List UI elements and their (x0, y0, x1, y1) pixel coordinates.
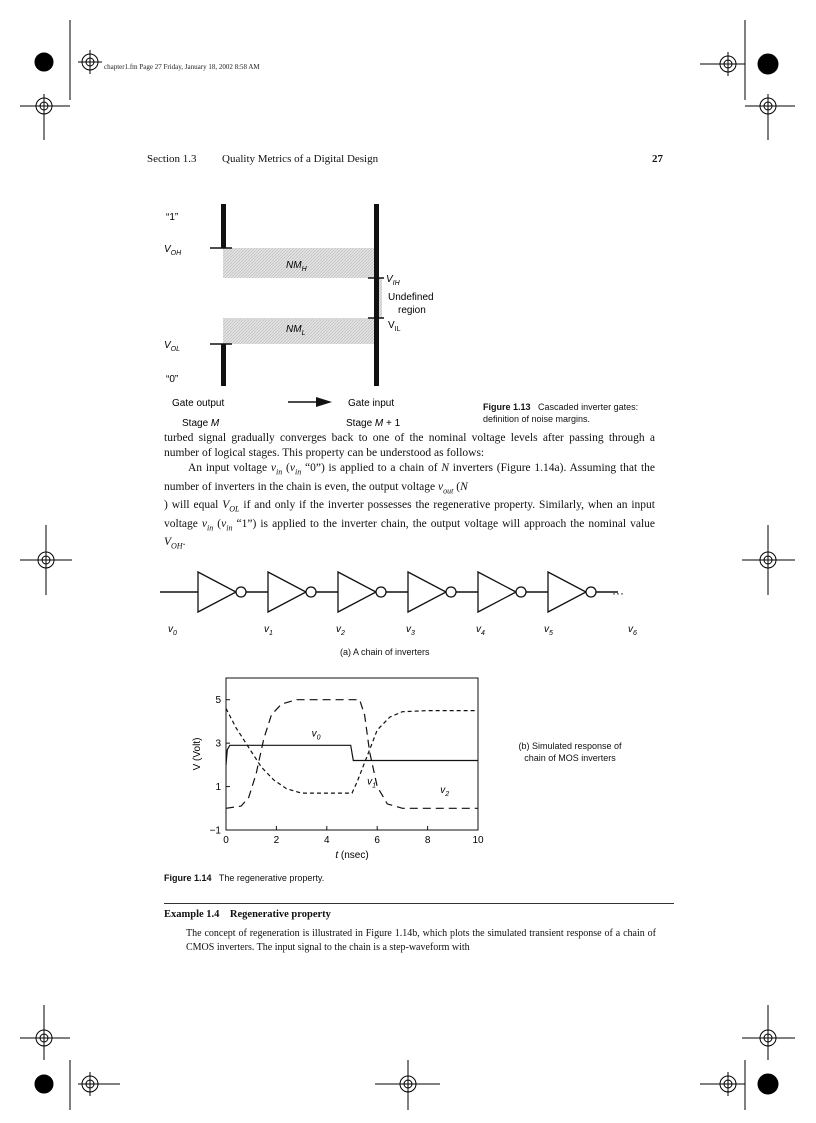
figure-1-13-caption-label: Figure 1.13 (483, 402, 531, 412)
chart-side-caption (500, 740, 640, 764)
gate-output-label: Gate output (172, 398, 225, 409)
gate-input-label: Gate input (348, 398, 395, 409)
x-tick-label-10: 10 (472, 835, 484, 846)
figure-1-13-caption-text: Cascaded inverter gates: (538, 402, 639, 412)
example-heading (164, 909, 331, 920)
paragraph-1: turbed signal gradually converges back to one of the nominal voltage levels after passing through a number of logical stages. This property can be understood as follows: (164, 432, 655, 460)
series-line-v0 (226, 745, 478, 765)
series-label-v0: $v_0$ (311, 728, 321, 742)
undefined-label-1: Undefined (388, 292, 434, 303)
arrow-right-icon (316, 397, 332, 407)
section-label: Section 1.3 (147, 153, 197, 165)
y-tick-label-2: 3 (215, 738, 221, 750)
example-rule (164, 903, 674, 904)
node-label-v1: $v_1$ (264, 624, 273, 637)
frame-info: chapter1.fm Page 27 Friday, January 18, 2002 8:58 AM (104, 63, 260, 71)
chart-side-caption-1: (b) Simulated response of (518, 741, 622, 751)
inverter-4-icon (408, 572, 446, 612)
stage-m-label: Stage M (182, 418, 220, 429)
body-text (164, 431, 655, 554)
figure-1-14-caption-label: Figure 1.14 (164, 873, 212, 883)
registration-dot-icon (35, 53, 53, 71)
figure-1-14-caption-text: The regenerative property. (218, 873, 325, 883)
node-label-v4: $v_4$ (476, 624, 485, 637)
x-tick-label-8: 8 (424, 835, 431, 846)
output-high-bar (221, 204, 226, 248)
node-label-v6: $v_6$ (628, 624, 637, 637)
figure-1-13-caption-text-2: definition of noise margins. (483, 414, 591, 424)
section-title: Quality Metrics of a Digital Design (222, 153, 379, 165)
nmh-label: $NM_H$ (286, 260, 307, 273)
inverter-3-icon (338, 572, 376, 612)
inverter-bubble-3 (376, 587, 386, 597)
x-tick-label-2: 2 (273, 835, 280, 846)
x-tick-label-6: 6 (374, 835, 380, 846)
inverter-bubble-5 (516, 587, 526, 597)
figure-1-14-caption (164, 872, 324, 884)
inverter-bubble-1 (236, 587, 246, 597)
page-number: 27 (652, 153, 663, 165)
example-title: Regenerative property (229, 909, 331, 920)
example-text: The concept of regeneration is illustrated in Figure 1.14b, which plots the simulated transient response of a chain of CMOS inverters. The input signal to the chain is a step-waveform with (186, 928, 656, 953)
y-axis-label: V (Volt) (192, 737, 203, 771)
paragraph-2: An input voltage $v_{in}$ ($v_{in}$ “0”) is applied to a chain of N inverters (Figure 1.14a). Assuming that the number of inverters in the chain is even, the output voltage $v_{out}$ (N (164, 462, 656, 496)
inverter-6-icon (548, 572, 586, 612)
node-label-v0: $v_0$ (168, 624, 177, 637)
inverter-5-icon (478, 572, 516, 612)
node-label-v3: $v_3$ (406, 624, 415, 637)
inverter-bubble-2 (306, 587, 316, 597)
logic-one-label: “1” (166, 212, 179, 223)
y-tick-label-1: 1 (215, 782, 221, 794)
output-low-bar (221, 344, 226, 386)
inverter-1-icon (198, 572, 236, 612)
vih-label: $V_{IH}$ (386, 274, 400, 287)
figure-1-13-caption (483, 401, 638, 425)
figure-1-13-diagram (160, 196, 480, 436)
nml-label: $NM_L$ (286, 324, 306, 337)
paragraph-3: ) will equal $V_{OL}$ if and only if the inverter possesses the regenerative property. Similarly, when an input voltage $v_{in}$ ($v_{in}$ “1”) is applied to the inverter chain, the output voltage will approach the nominal value $V_{OH}$. (164, 499, 655, 551)
x-axis-label: t (nsec) (335, 850, 369, 861)
example-label: Example 1.4 (164, 909, 220, 920)
y-tick-label-3: 5 (215, 695, 221, 707)
inverter-chain-caption: (a) A chain of inverters (340, 647, 430, 657)
inverter-bubble-4 (446, 587, 456, 597)
node-label-v5: $v_5$ (544, 624, 553, 637)
vol-label: $V_{OL}$ (164, 340, 181, 353)
node-label-v2: $v_2$ (336, 624, 345, 637)
logic-zero-label: “0” (166, 374, 179, 385)
undefined-label-2: region (398, 305, 426, 316)
input-bar (374, 204, 379, 386)
inverter-2-icon (268, 572, 306, 612)
x-tick-label-4: 4 (324, 835, 330, 846)
inverter-bubble-6 (586, 587, 596, 597)
chain-ellipsis: ··· (612, 586, 624, 600)
series-label-v2: $v_2$ (440, 785, 450, 799)
voh-label: $V_{OH}$ (164, 244, 182, 257)
chart-side-caption-2: chain of MOS inverters (524, 753, 616, 763)
vil-label: $V_{IL}$ (388, 320, 401, 333)
series-label-v1: $v_1$ (367, 776, 377, 790)
x-tick-label-0: 0 (223, 835, 229, 846)
simulated-response-chart (186, 672, 496, 872)
y-tick-label-0: −1 (209, 825, 221, 837)
stage-m1-label: Stage M + 1 (346, 418, 401, 429)
